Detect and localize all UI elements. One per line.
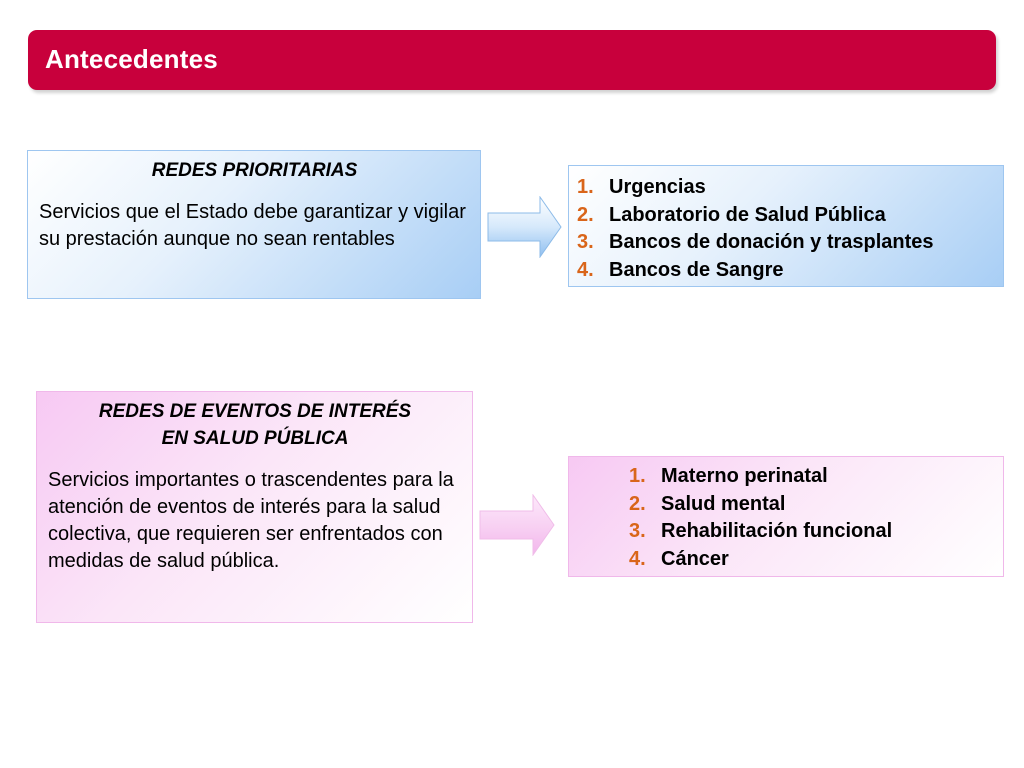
list-number: 1. [629,465,646,487]
right-arrow-icon [487,196,562,258]
list-label: Materno perinatal [661,465,828,487]
redes-prioritarias-list-box [568,165,1004,287]
list-item [569,257,1003,285]
list-label: Laboratorio de Salud Pública [609,203,886,226]
list-label: Salud mental [661,492,786,515]
list-item [569,174,1003,202]
redes-eventos-description: Servicios importantes o trascendentes para la atención de eventos de interés para la salud colectiva, que requieren ser enfrentados con medidas de salud pública. [48,469,454,572]
slide-title: Antecedentes [45,44,218,74]
redes-prioritarias-list [569,174,1003,284]
list-number: 2. [577,203,594,226]
redes-eventos-heading-line2: EN SALUD PÚBLICA [161,428,349,449]
redes-eventos-box [36,391,473,623]
redes-eventos-list [621,463,1003,573]
redes-eventos-list-box [568,456,1004,577]
list-label: Urgencias [609,176,706,198]
list-item [621,546,1003,574]
title-bar [28,30,996,90]
list-number: 1. [577,176,594,198]
list-item [569,202,1003,230]
right-arrow-icon [479,494,555,556]
list-number: 3. [577,231,594,253]
list-number: 3. [629,520,646,542]
redes-eventos-heading-line1: REDES DE EVENTOS DE INTERÉS [98,401,412,422]
list-label: Rehabilitación funcional [661,520,893,542]
list-item [621,518,1003,546]
list-label: Bancos de Sangre [609,258,784,281]
list-number: 4. [629,547,646,570]
list-number: 2. [629,492,646,515]
list-number: 4. [577,258,594,281]
list-item [621,463,1003,491]
redes-prioritarias-box [27,150,481,299]
list-label: Bancos de donación y trasplantes [609,231,934,253]
redes-prioritarias-heading: REDES PRIORITARIAS [151,160,358,181]
list-item [569,229,1003,257]
list-item [621,491,1003,519]
redes-prioritarias-description: Servicios que el Estado debe garantizar y vigilar su prestación aunque no sean rentables [39,201,466,250]
list-label: Cáncer [661,547,729,570]
